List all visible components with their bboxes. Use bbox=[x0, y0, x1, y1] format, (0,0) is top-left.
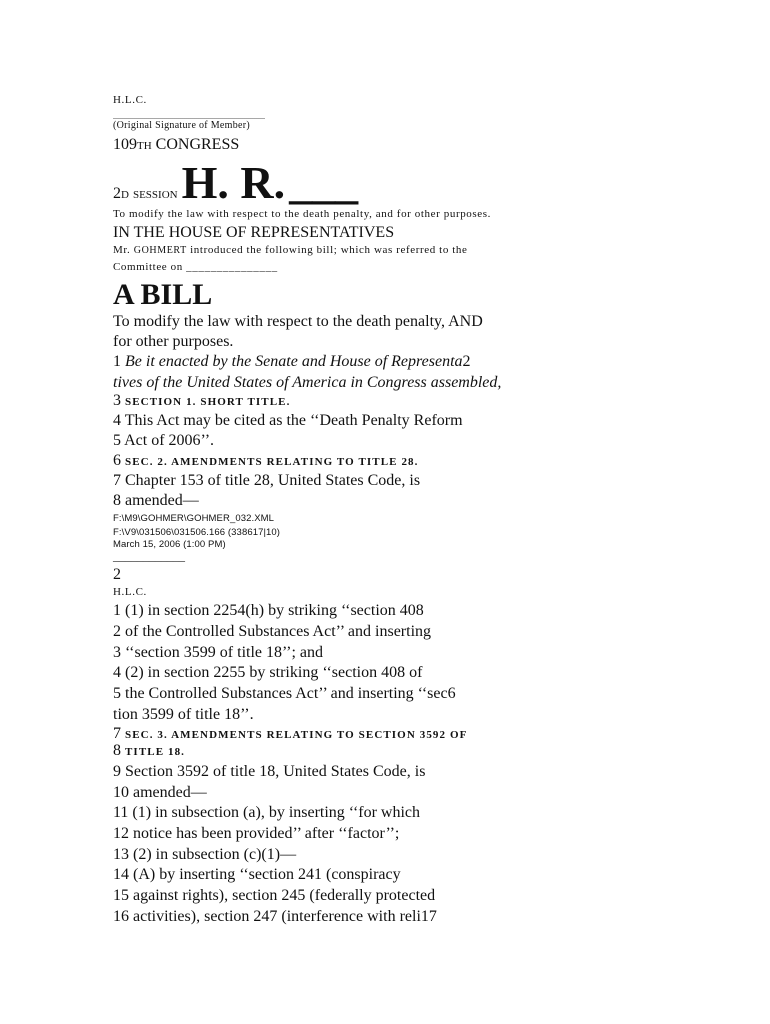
line-text: ‘‘section 3599 of title 18’’; and bbox=[125, 644, 324, 661]
line-text: Act of 2006’’. bbox=[124, 432, 215, 449]
line-number: 8 bbox=[113, 492, 121, 509]
section-heading bbox=[113, 393, 290, 409]
line-text: activities), section 247 (interference with reli17 bbox=[133, 908, 437, 925]
line-number: 13 bbox=[113, 846, 129, 863]
line-number: 11 bbox=[113, 804, 129, 821]
original-signature-label: (Original Signature of Member) bbox=[113, 120, 251, 131]
line-number: 14 bbox=[113, 866, 129, 883]
line-number: 16 bbox=[113, 908, 129, 925]
line-text: amended— bbox=[133, 784, 207, 801]
line-number: 6 bbox=[113, 452, 121, 469]
bill-line: tion 3599 of title 18’’. bbox=[113, 706, 254, 723]
bill-line bbox=[113, 433, 214, 449]
bill-line bbox=[113, 785, 207, 801]
section-title: SEC. 3. AMENDMENTS RELATING TO SECTION 3592 OF bbox=[125, 729, 468, 741]
page-number: 2 bbox=[113, 566, 121, 583]
bill-line bbox=[113, 493, 199, 509]
hlc-marker: H.L.C. bbox=[113, 586, 147, 598]
line-number: 8 bbox=[113, 742, 121, 759]
line-number-suffix: 2 bbox=[462, 353, 471, 370]
section-title: TITLE 18. bbox=[125, 746, 186, 758]
line-number: 1 bbox=[113, 353, 121, 370]
line-number: 7 bbox=[113, 472, 121, 489]
bill-line bbox=[113, 665, 422, 681]
line-number: 2 bbox=[113, 623, 121, 640]
session-line bbox=[113, 157, 359, 208]
bill-line bbox=[113, 805, 420, 821]
bill-line bbox=[113, 826, 399, 842]
bill-line bbox=[113, 624, 431, 640]
introduced-line bbox=[113, 245, 468, 256]
bill-line bbox=[113, 686, 456, 702]
line-text: the Controlled Substances Act’’ and inserting ‘‘sec6 bbox=[125, 685, 456, 702]
line-text: (1) in subsection (a), by inserting ‘‘for which bbox=[132, 804, 421, 821]
section-heading bbox=[113, 726, 467, 742]
hlc-marker: H.L.C. bbox=[113, 94, 147, 106]
bill-line bbox=[113, 847, 296, 863]
line-text: against rights), section 245 (federally protected bbox=[133, 887, 436, 904]
sponsor-name: GOHMERT bbox=[133, 245, 187, 256]
line-number: 3 bbox=[113, 392, 121, 409]
line-text: (2) in subsection (c)(1)— bbox=[133, 846, 297, 863]
line-number: 15 bbox=[113, 887, 129, 904]
bill-line: tives of the United States of America in Congress assembled, bbox=[113, 374, 502, 391]
footer-date: March 15, 2006 (1:00 PM) bbox=[113, 539, 226, 550]
line-number: 10 bbox=[113, 784, 129, 801]
bill-line bbox=[113, 354, 471, 370]
bill-line bbox=[113, 473, 420, 489]
bill-line bbox=[113, 909, 437, 925]
section-heading bbox=[113, 453, 419, 469]
line-text: (A) by inserting ‘‘section 241 (conspiracy bbox=[133, 866, 401, 883]
bill-line bbox=[113, 603, 424, 619]
house-heading: IN THE HOUSE OF REPRESENTATIVES bbox=[113, 224, 395, 241]
section-title: SECTION 1. SHORT TITLE. bbox=[125, 396, 291, 408]
session-ordinal: D bbox=[121, 189, 129, 201]
line-number: 1 bbox=[113, 602, 121, 619]
line-text: This Act may be cited as the ‘‘Death Penalty Reform bbox=[124, 412, 463, 429]
line-number: 12 bbox=[113, 825, 129, 842]
congress-line bbox=[113, 137, 239, 153]
bill-heading: A BILL bbox=[113, 278, 213, 311]
bill-purpose-line-1: To modify the law with respect to the death penalty, AND bbox=[113, 313, 483, 330]
line-number: 5 bbox=[113, 432, 121, 449]
congress-word: CONGRESS bbox=[155, 136, 240, 153]
line-number: 4 bbox=[113, 664, 121, 681]
bill-line bbox=[113, 764, 425, 780]
footer-version-path: F:\V9\031506\031506.166 (338617|10) bbox=[113, 527, 281, 538]
header-purpose: To modify the law with respect to the death penalty, and for other purposes. bbox=[113, 208, 491, 220]
page-break-rule: ____________ bbox=[113, 549, 185, 563]
line-text: (2) in section 2255 by striking ‘‘section 408 of bbox=[125, 664, 423, 681]
line-text: Chapter 153 of title 28, United States Code, is bbox=[125, 472, 421, 489]
session-word: SESSION bbox=[132, 189, 178, 201]
line-number: 3 bbox=[113, 644, 121, 661]
committee-line: Committee on _______________ bbox=[113, 261, 278, 273]
line-number: 4 bbox=[113, 412, 121, 429]
line-text: of the Controlled Substances Act’’ and inserting bbox=[125, 623, 432, 640]
signature-line: ............................................................................ bbox=[113, 112, 265, 121]
hr-label: H. R. bbox=[181, 157, 286, 208]
bill-line bbox=[113, 888, 435, 904]
line-text: notice has been provided’’ after ‘‘factor’’; bbox=[133, 825, 400, 842]
bill-line bbox=[113, 413, 463, 429]
line-text: amended— bbox=[125, 492, 199, 509]
section-title: SEC. 2. AMENDMENTS RELATING TO TITLE 28. bbox=[125, 456, 419, 468]
footer-file-path: F:\M9\GOHMER\GOHMER_032.XML bbox=[113, 513, 275, 524]
line-number: 5 bbox=[113, 685, 121, 702]
congress-ordinal: TH bbox=[137, 140, 152, 152]
line-number: 7 bbox=[113, 725, 121, 742]
introduced-text: introduced the following bill; which was referred to the bbox=[190, 244, 468, 256]
bill-line bbox=[113, 645, 323, 661]
bill-purpose-line-2: for other purposes. bbox=[113, 333, 234, 350]
hr-number-blank: ___ bbox=[289, 157, 359, 208]
section-heading bbox=[113, 743, 185, 759]
line-text: Be it enacted by the Senate and House of Representa bbox=[125, 353, 463, 370]
congress-number: 109 bbox=[113, 136, 137, 153]
introduced-title: Mr. bbox=[113, 244, 131, 256]
line-text: Section 3592 of title 18, United States Code, is bbox=[125, 763, 426, 780]
bill-line bbox=[113, 867, 401, 883]
session-number: 2 bbox=[113, 185, 121, 202]
line-text: (1) in section 2254(h) by striking ‘‘section 408 bbox=[125, 602, 424, 619]
line-number: 9 bbox=[113, 763, 121, 780]
